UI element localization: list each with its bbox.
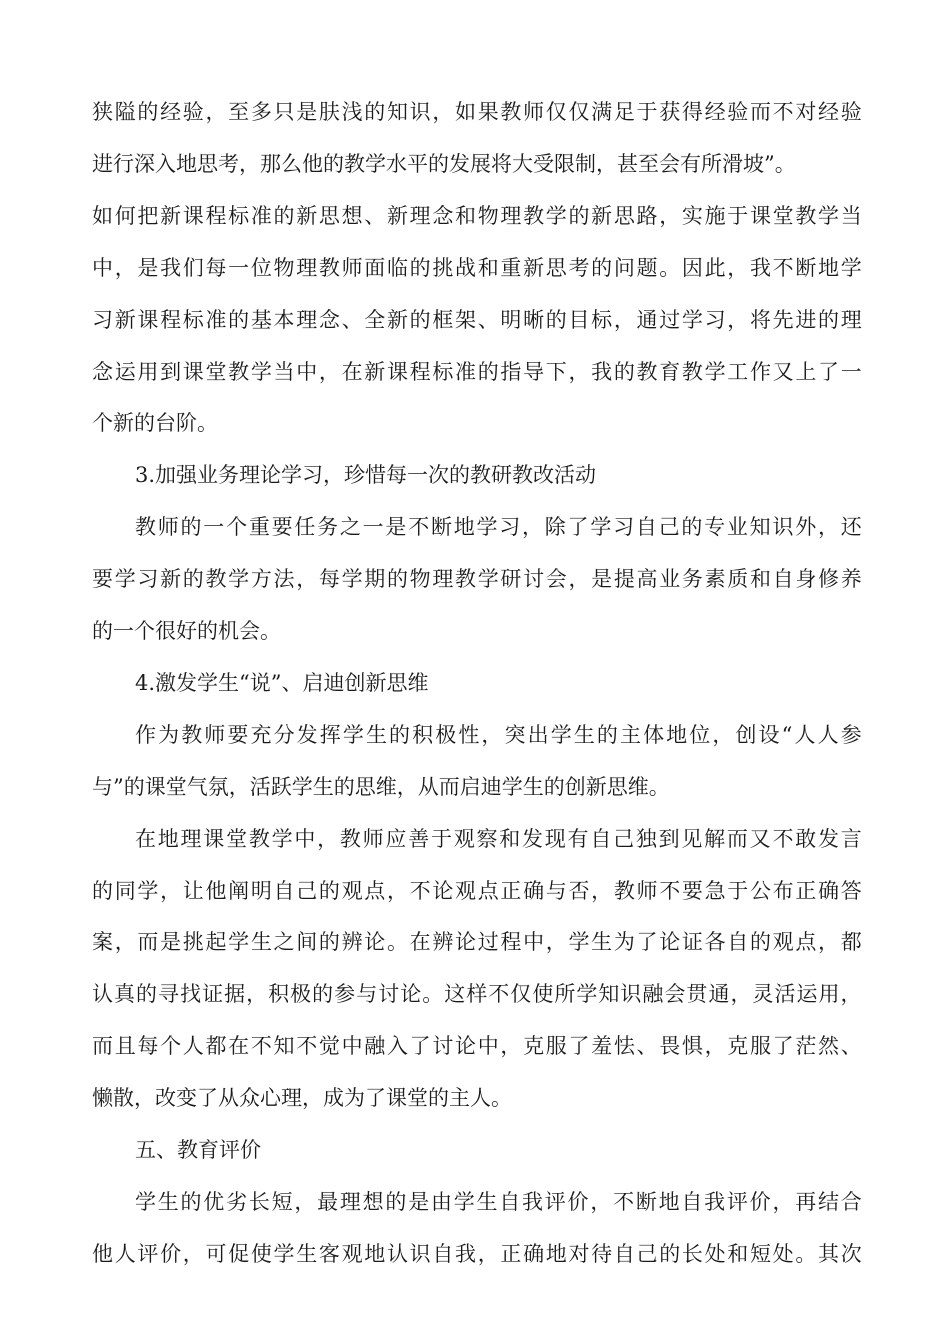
text-line: 懒散，改变了从众心理，成为了课堂的主人。 — [92, 1086, 512, 1111]
text-line: 他 人 评 价 ， 可 促 使 学 生 客 观 地 认 识 自 我 ， 正 确 地 对 待 自 己 的 长 处 和 短 处 。 其 次 — [92, 1241, 862, 1266]
text-line: 与”的课堂气氛，活跃学生的思维，从而启迪学生的创新思维。 — [92, 774, 670, 799]
text-line: 中 ， 是 我 们 每 一 位 物 理 教 师 面 临 的 挑 战 和 重 新 思 考 的 问 题 。 因 此 ， 我 不 断 地 学 — [92, 255, 862, 280]
text-line: 作 为 教 师 要 充 分 发 挥 学 生 的 积 极 性 ， 突 出 学 生 的 主 体 地 位 ， 创 设 “ 人 人 参 — [135, 722, 862, 747]
text-line: 案 ， 而 是 挑 起 学 生 之 间 的 辨 论 。 在 辨 论 过 程 中 ， 学 生 为 了 论 证 各 自 的 观 点 ， 都 — [92, 930, 862, 955]
text-line: 而 且 每 个 人 都 在 不 知 不 觉 中 融 入 了 讨 论 中 ， 克 服 了 羞 怯 、 畏 惧 ， 克 服 了 茫 然 、 — [92, 1034, 862, 1059]
text-line: 五、教育评价 — [135, 1138, 261, 1162]
text-line: 要 学 习 新 的 教 学 方 法 ， 每 学 期 的 物 理 教 学 研 讨 会 ， 是 提 高 业 务 素 质 和 自 身 修 养 — [92, 567, 862, 592]
text-line: 的一个很好的机会。 — [92, 619, 281, 643]
text-line: 3.加强业务理论学习，珍惜每一次的教研教改活动 — [135, 463, 597, 488]
text-line: 习 新 课 程 标 准 的 基 本 理 念 、 全 新 的 框 架 、 明 晰 的 目 标 ， 通 过 学 习 ， 将 先 进 的 理 — [92, 307, 862, 332]
text-line: 进行深入地思考，那么他的教学水平的发展将大受限制，甚至会有所滑坡”。 — [92, 151, 796, 176]
text-line: 个新的台阶。 — [92, 411, 218, 436]
text-line: 如 何 把 新 课 程 标 准 的 新 思 想 、 新 理 念 和 物 理 教 学 的 新 思 路 ， 实 施 于 课 堂 教 学 当 — [92, 203, 862, 228]
text-line: 的 同 学 ， 让 他 阐 明 自 己 的 观 点 ， 不 论 观 点 正 确 与 否 ， 教 师 不 要 急 于 公 布 正 确 答 — [92, 878, 862, 903]
text-line: 学 生 的 优 劣 长 短 ， 最 理 想 的 是 由 学 生 自 我 评 价 ， 不 断 地 自 我 评 价 ， 再 结 合 — [135, 1189, 862, 1214]
text-line: 4.激发学生“说”、启迪创新思维 — [135, 670, 429, 695]
text-line: 教 师 的 一 个 重 要 任 务 之 一 是 不 断 地 学 习 ， 除 了 学 习 自 己 的 专 业 知 识 外 ， 还 — [135, 515, 862, 540]
text-line: 认 真 的 寻 找 证 据 ， 积 极 的 参 与 讨 论 。 这 样 不 仅 使 所 学 知 识 融 会 贯 通 ， 灵 活 运 用 ， — [92, 982, 862, 1007]
text-line: 在 地 理 课 堂 教 学 中 ， 教 师 应 善 于 观 察 和 发 现 有 自 己 独 到 见 解 而 又 不 敢 发 言 — [135, 826, 862, 851]
text-line: 狭 隘 的 经 验 ， 至 多 只 是 肤 浅 的 知 识 ， 如 果 教 师 仅 仅 满 足 于 获 得 经 验 而 不 对 经 验 — [92, 100, 862, 124]
text-line: 念 运 用 到 课 堂 教 学 当 中 ， 在 新 课 程 标 准 的 指 导 下 ， 我 的 教 育 教 学 工 作 又 上 了 一 — [92, 359, 862, 384]
